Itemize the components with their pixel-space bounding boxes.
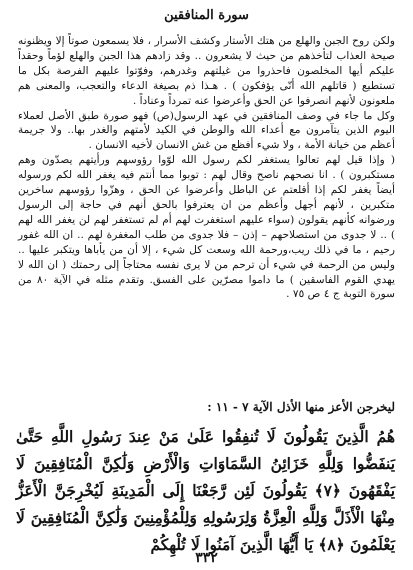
paragraph: وكل ما جاء في وصف المنافقين في عهد الرسول(ص) فهو صورة طبق الأصل لعملاء اليوم الذين يتآمرون مع أعداء الله والوطن في الكيد لأمتهم والغدر بها.. ولا جريمة أعظم من خيانة الأمة ، ولا شيء أفظع من غش الانسان لأخيه الانسان . [18, 109, 395, 152]
page-header-title: سورة المنافقين [164, 8, 249, 23]
paragraph: ولكن روح الجبن والهلع من هتك الأستار وكشف الأسرار ، فلا يسمعون صوتاً إلا ويظنونه صيحة العذاب لتأخذهم من حيث لا يشعرون .. وقد زادهم هذا الجبن والهلع لؤماً وحقداً عليكم أيها المخلصون فاحذروا من غيلتهم وغدرهم، وفوّتوا عليهم الفرصة بكل ما تستطيع ( قاتلهم الله أنّى يؤفكون ) . هـذا ذم بصيغة الدعاء والتعجب، والمعنى هم ملعونون لأنهم انصرفوا عن الحق وأعرضوا عنه تمرداً وعناداً . [18, 35, 395, 107]
section-heading: ليخرجن الأعز منها الأذل الآية ٧ - ١١ : [207, 400, 395, 414]
page-number: ٣٣٢ [195, 550, 218, 566]
paragraph: ( وإذا قيل لهم تعالوا يستغفر لكم رسول الله لوّوا رؤوسهم ورأيتهم يصدّون وهم مستكبرون ) . انا نصحهم ناصح وقال لهم : توبوا مما أنتم فيه يغفر الله لكم ورسوله أيضاً يغفر لكم إذا أقلعتم عن الباطل وأعرضوا عن الحق ، وهزّوا رؤوسهم ساخرين متكبرين ، لأنهم أجهل وأعظم من ان يعترفوا بالحق أنهم في حاجة إلى الرسول ورضوانه كأنهم يقولون (سواء عليهم استغفرت لهم أم لم تستغفر لهم لن يغفر الله لهم ) .. لا جدوى من استصلاحهم – إذن – فلا جدوى من طلب المغفرة لهم .. ان الله غفور رحيم ، ما في ذلك ريب،ورحمة الله وسعت كل شيء ، إلا أن من يأباها ويتكبر عليها .. وليس من الرحمة في شيء أن ترحم من لا يرى نفسه محتاجاً إلى رحمتك ( ان الله لا يهدي القوم الفاسقين ) ما داموا مصرّين على الفسق. وتقدم مثله في الآية ٨٠ من سورة التوبة ج ٤ ص ٧٥ . [18, 154, 396, 301]
commentary-text [18, 34, 395, 302]
quran-verses: هُمُ الَّذِينَ يَقُولُونَ لَا تُنفِقُوا عَلَىٰ مَنْ عِندَ رَسُولِ اللَّهِ حَتَّىٰ يَنفَضُّوا وَلِلَّهِ خَزَائِنُ السَّمَاوَاتِ وَالْأَرْضِ وَلَٰكِنَّ الْمُنَافِقِينَ لَا يَفْقَهُونَ ﴿٧﴾ يَقُولُونَ لَئِن رَّجَعْنَا إِلَى الْمَدِينَةِ لَيُخْرِجَنَّ الْأَعَزُّ مِنْهَا الْأَذَلَّ وَلِلَّهِ الْعِزَّةُ وَلِرَسُولِهِ وَلِلْمُؤْمِنِينَ وَلَٰكِنَّ الْمُنَافِقِينَ لَا يَعْلَمُونَ ﴿٨﴾ يَا أَيُّهَا الَّذِينَ آمَنُوا لَا تُلْهِكُمْ [16, 428, 396, 554]
